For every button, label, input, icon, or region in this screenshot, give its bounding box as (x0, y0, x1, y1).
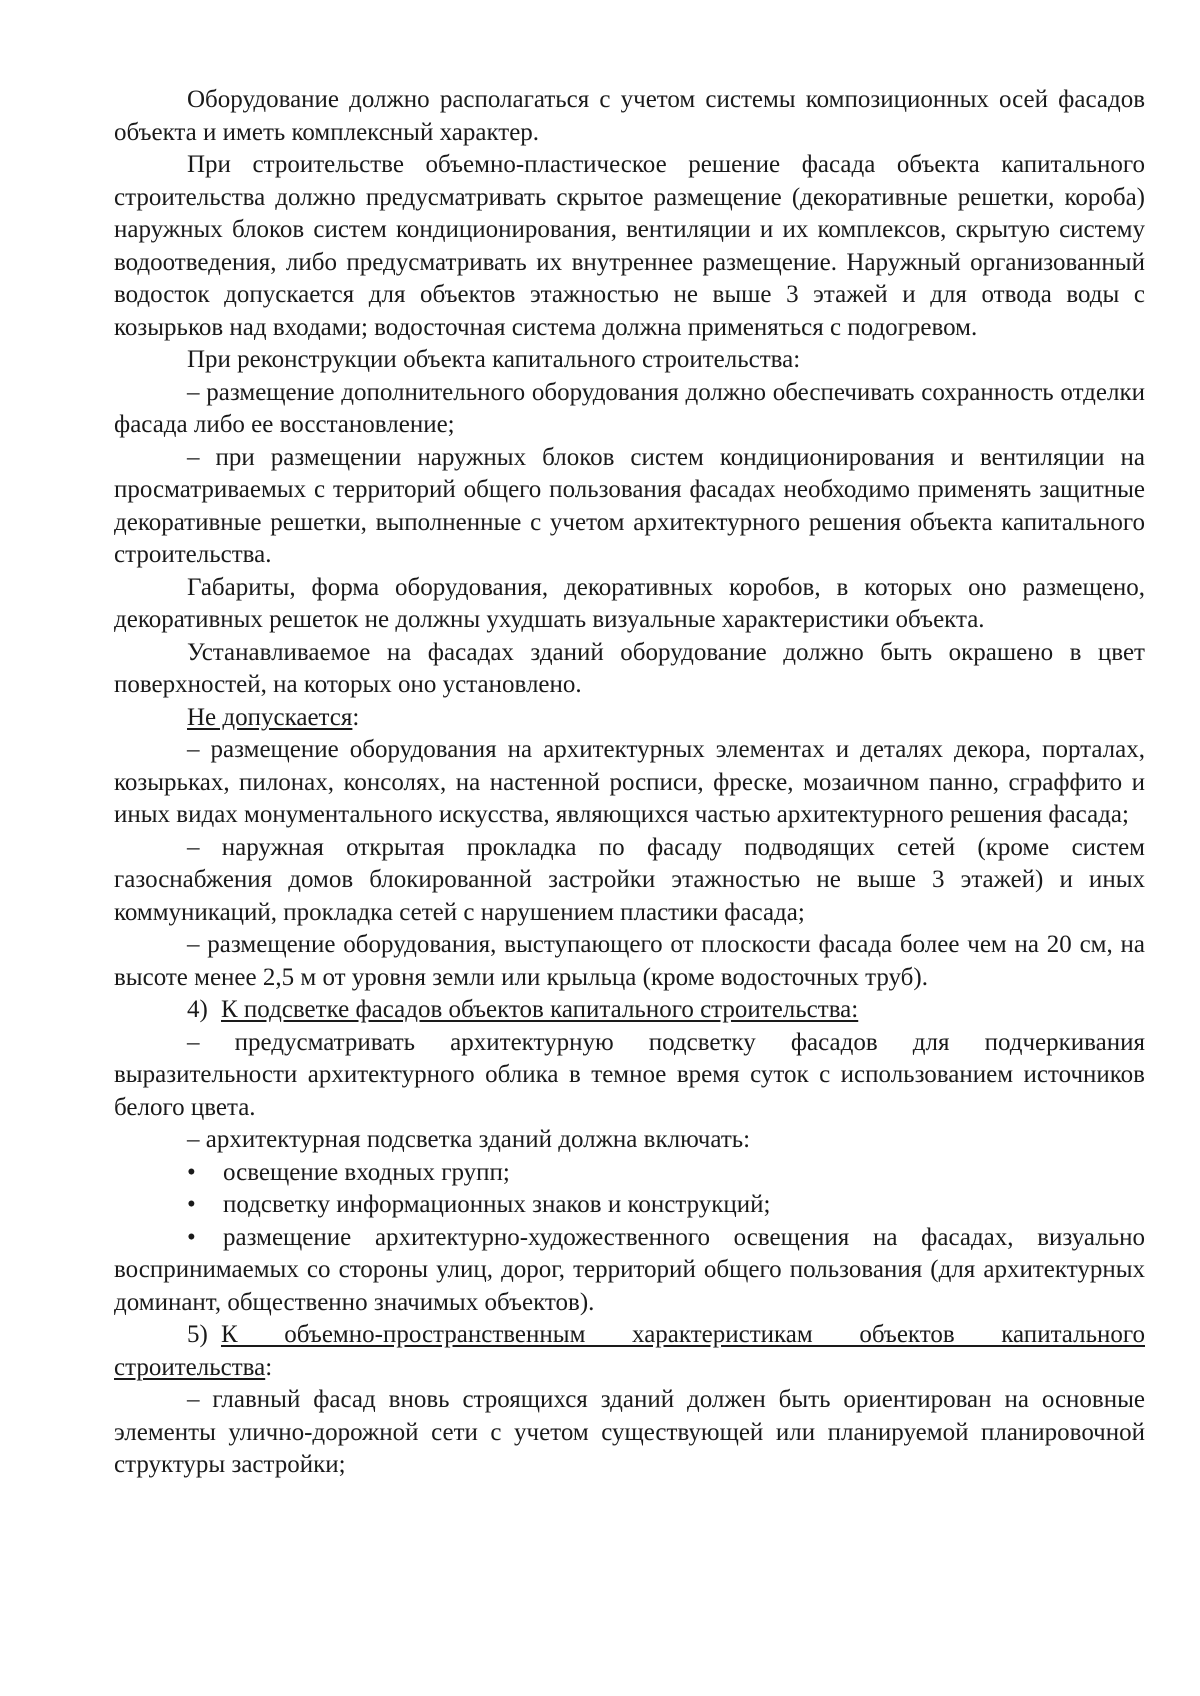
section-4-heading (114, 994, 1145, 1027)
paragraph-construction-facade: При строительстве объемно-пластическое решение фасада объекта капитального строительства должно предусматривать скрытое размещение (декоративные решетки, короба) наружных блоков систем кондиционирования, вентиляции и их комплексов, скрытую систему водоотведения, либо предусматривать их внутреннее размещение. Наружный организованный водосток допускается для объектов этажностью не выше 3 этажей и для отвода воды с козырьков над входами; водосточная система должна применяться с подогревом. (114, 151, 1145, 341)
section-5-heading (114, 1319, 1145, 1384)
paragraph-reconstruction-intro: При реконструкции объекта капитального строительства: (187, 346, 801, 373)
section-4-number: 4) (187, 996, 208, 1023)
section-4-title: К подсветке фасадов объектов капитального строительства: (221, 996, 859, 1023)
section-5-colon: : (265, 1353, 273, 1381)
paragraph-open-networks: – наружная открытая прокладка по фасаду подводящих сетей (кроме систем газоснабжения домов блокированной застройки этажностью не выше 3 этажей) и иных коммуникаций, прокладка сетей с нарушением пластики фасада; (114, 833, 1145, 926)
paragraph-dimensions: Габариты, форма оборудования, декоративных коробов, в которых оно размещено, декоративных решеток не должны ухудшать визуальные характеристики объекта. (114, 573, 1145, 633)
paragraph-lighting-purpose: – предусматривать архитектурную подсветку фасадов для подчеркивания выразительности архитектурного облика в темное время суток с использованием источников белого цвета. (114, 1028, 1145, 1121)
paragraph-main-facade: – главный фасад вновь строящихся зданий должен быть ориентирован на основные элементы улично-дорожной сети с учетом существующей или планируемой планировочной структуры застройки; (114, 1386, 1145, 1478)
paragraph-ac-units-grilles: – при размещении наружных блоков систем кондиционирования и вентиляции на просматриваемых с территорий общего пользования фасадах необходимо применять защитные декоративные решетки, выполненные с учетом архитектурного решения объекта капитального строительства. (114, 443, 1145, 568)
section-5-number: 5) (187, 1321, 208, 1348)
section-5-title: К объемно-пространственным характеристикам объектов капитального строительства (114, 1321, 1145, 1381)
paragraph-protruding-equipment: – размещение оборудования, выступающего от плоскости фасада более чем на 20 см, на высоте менее 2,5 м от уровня земли или крыльца (кроме водосточных труб). (114, 931, 1145, 991)
bullet-item (114, 1157, 1145, 1190)
bullet-text: размещение архитектурно-художественного освещения на фасадах, визуально воспринимаемых со стороны улиц, дорог, территорий общего пользования (для архитектурных доминант, общественно значимых объектов). (114, 1223, 1145, 1316)
paragraph-additional-equipment: – размещение дополнительного оборудования должно обеспечивать сохранность отделки фасада либо ее восстановление; (114, 378, 1145, 438)
bullet-icon: • (187, 1158, 196, 1186)
paragraph-lighting-includes: – архитектурная подсветка зданий должна включать: (187, 1126, 751, 1153)
paragraph-equipment-color: Устанавливаемое на фасадах зданий оборудование должно быть окрашено в цвет поверхностей, на которых оно установлено. (114, 638, 1145, 698)
paragraph-not-allowed (114, 702, 1145, 735)
not-allowed-colon: : (352, 703, 360, 731)
bullet-text: освещение входных групп; (223, 1158, 510, 1186)
paragraph-decor-elements: – размещение оборудования на архитектурных элементах и деталях декора, порталах, козырьках, пилонах, консолях, на настенной росписи, фреске, мозаичном панно, сграффито и иных видах монументального искусства, являющихся частью архитектурного решения фасада; (114, 736, 1145, 828)
bullet-item (114, 1189, 1145, 1222)
paragraph-equipment-axes: Оборудование должно располагаться с учетом системы композиционных осей фасадов объекта и иметь комплексный характер. (114, 86, 1145, 146)
bullet-item (114, 1222, 1145, 1320)
bullet-icon: • (187, 1191, 196, 1218)
bullet-icon: • (187, 1223, 196, 1251)
document-page (114, 84, 1145, 1482)
bullet-text: подсветку информационных знаков и конструкций; (223, 1191, 771, 1218)
not-allowed-heading: Не допускается (187, 703, 353, 731)
